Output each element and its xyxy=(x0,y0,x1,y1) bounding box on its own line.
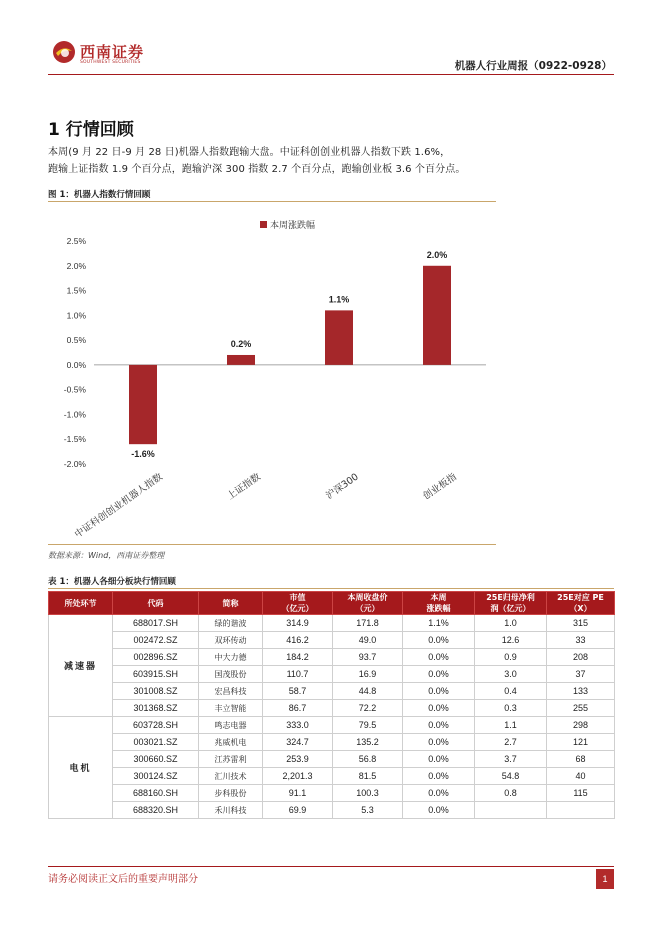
chg-cell: 0.0% xyxy=(403,802,475,819)
code-cell: 002896.SZ xyxy=(113,649,199,666)
header-weekly-change: 本周 涨跌幅 xyxy=(403,592,475,615)
y-tick-label: -0.5% xyxy=(63,384,86,395)
x-tick-label: 上证指数 xyxy=(225,471,263,503)
close-cell: 100.3 xyxy=(333,785,403,802)
code-cell: 603915.SH xyxy=(113,666,199,683)
figure-source: 数据来源：Wind，西南证券整理 xyxy=(48,551,165,560)
data-labels-group xyxy=(131,250,447,459)
chg-cell: 0.0% xyxy=(403,649,475,666)
header-market-cap: 市值 （亿元） xyxy=(263,592,333,615)
profit-cell: 2.7 xyxy=(475,734,547,751)
header-code: 代码 xyxy=(113,592,199,615)
y-tick-label: -1.0% xyxy=(63,409,86,420)
mcap-cell: 58.7 xyxy=(263,683,333,700)
chg-cell: 0.0% xyxy=(403,700,475,717)
close-cell: 72.2 xyxy=(333,700,403,717)
body-paragraph-line-1: 本周(9 月 22 日-9 月 28 日)机器人指数跑输大盘。中证科创创业机器人指数下跌 1.6%， xyxy=(48,147,451,158)
data-label: 2.0% xyxy=(426,249,448,260)
table-body xyxy=(49,615,615,819)
profit-cell: 0.9 xyxy=(475,649,547,666)
table-row xyxy=(49,802,615,819)
name-cell: 鸣志电器 xyxy=(199,717,263,734)
bars-group xyxy=(129,266,451,444)
pe-cell: 33 xyxy=(547,632,615,649)
mcap-cell: 314.9 xyxy=(263,615,333,632)
table-header-row xyxy=(49,592,615,615)
bar xyxy=(129,365,157,444)
profit-cell: 3.7 xyxy=(475,751,547,768)
pe-cell: 68 xyxy=(547,751,615,768)
profit-cell: 1.0 xyxy=(475,615,547,632)
mcap-cell: 86.7 xyxy=(263,700,333,717)
close-cell: 135.2 xyxy=(333,734,403,751)
pe-cell: 37 xyxy=(547,666,615,683)
header-pe: 25E对应 PE （X） xyxy=(547,592,615,615)
profit-cell: 54.8 xyxy=(475,768,547,785)
chg-cell: 0.0% xyxy=(403,683,475,700)
sector-table xyxy=(48,591,615,819)
data-label: 0.2% xyxy=(230,338,252,349)
name-cell: 步科股份 xyxy=(199,785,263,802)
close-cell: 93.7 xyxy=(333,649,403,666)
y-tick-label: -1.5% xyxy=(63,434,86,445)
name-cell: 双环传动 xyxy=(199,632,263,649)
y-tick-label: 2.5% xyxy=(66,236,86,246)
chg-cell: 0.0% xyxy=(403,751,475,768)
name-cell: 中大力德 xyxy=(199,649,263,666)
table-row xyxy=(49,751,615,768)
name-cell: 江苏雷利 xyxy=(199,751,263,768)
pe-cell: 133 xyxy=(547,683,615,700)
chg-cell: 0.0% xyxy=(403,632,475,649)
code-cell: 003021.SZ xyxy=(113,734,199,751)
profit-cell: 0.3 xyxy=(475,700,547,717)
y-tick-label: 0.0% xyxy=(66,359,86,370)
y-tick-label: -2.0% xyxy=(63,459,86,469)
mcap-cell: 2,201.3 xyxy=(263,768,333,785)
table-top-rule xyxy=(48,588,614,589)
profit-cell: 12.6 xyxy=(475,632,547,649)
name-cell: 汇川技术 xyxy=(199,768,263,785)
data-label: -1.6% xyxy=(131,449,155,460)
close-cell: 171.8 xyxy=(333,615,403,632)
code-cell: 300660.SZ xyxy=(113,751,199,768)
x-tick-label: 中证科创创业机器人指数 xyxy=(72,471,165,541)
y-tick-label: 2.0% xyxy=(66,260,86,271)
code-cell: 603728.SH xyxy=(113,717,199,734)
close-cell: 44.8 xyxy=(333,683,403,700)
header-segment: 所处环节 xyxy=(49,592,113,615)
close-cell: 79.5 xyxy=(333,717,403,734)
table-row xyxy=(49,615,615,632)
page-number: 1 xyxy=(596,869,614,889)
pe-cell: 121 xyxy=(547,734,615,751)
report-title: 机器人行业周报（0922-0928） xyxy=(454,60,612,72)
footer-divider xyxy=(48,866,614,867)
bar-chart xyxy=(48,203,496,543)
name-cell: 绿的谐波 xyxy=(199,615,263,632)
chg-cell: 0.0% xyxy=(403,734,475,751)
name-cell: 宏昌科技 xyxy=(199,683,263,700)
name-cell: 国茂股份 xyxy=(199,666,263,683)
bar xyxy=(325,310,353,365)
close-cell: 49.0 xyxy=(333,632,403,649)
figure-top-rule xyxy=(48,201,496,202)
profit-cell: 0.8 xyxy=(475,785,547,802)
pe-cell: 115 xyxy=(547,785,615,802)
header-name: 简称 xyxy=(199,592,263,615)
code-cell: 301368.SZ xyxy=(113,700,199,717)
pe-cell: 298 xyxy=(547,717,615,734)
mcap-cell: 184.2 xyxy=(263,649,333,666)
table-row xyxy=(49,768,615,785)
close-cell: 16.9 xyxy=(333,666,403,683)
table-row xyxy=(49,666,615,683)
y-tick-label: 1.0% xyxy=(66,310,86,321)
mcap-cell: 324.7 xyxy=(263,734,333,751)
chg-cell: 0.0% xyxy=(403,768,475,785)
mcap-cell: 416.2 xyxy=(263,632,333,649)
mcap-cell: 333.0 xyxy=(263,717,333,734)
name-cell: 禾川科技 xyxy=(199,802,263,819)
name-cell: 兆威机电 xyxy=(199,734,263,751)
mcap-cell: 110.7 xyxy=(263,666,333,683)
figure-bottom-rule xyxy=(48,544,496,545)
segment-cell: 减速器 xyxy=(49,615,113,717)
mcap-cell: 69.9 xyxy=(263,802,333,819)
table-row xyxy=(49,717,615,734)
table-row xyxy=(49,649,615,666)
body-paragraph-line-2: 跑输上证指数 1.9 个百分点，跑输沪深 300 指数 2.7 个百分点，跑输创业板 3.6 个百分点。 xyxy=(48,164,466,175)
chg-cell: 0.0% xyxy=(403,666,475,683)
segment-cell: 电机 xyxy=(49,717,113,819)
header-close-price: 本周收盘价 （元） xyxy=(333,592,403,615)
table-caption: 表 1：机器人各细分板块行情回顾 xyxy=(48,577,176,587)
code-cell: 688160.SH xyxy=(113,785,199,802)
y-axis xyxy=(64,236,87,469)
pe-cell: 255 xyxy=(547,700,615,717)
logo-subtext: SOUTHWEST SECURITIES xyxy=(80,60,141,65)
mcap-cell: 253.9 xyxy=(263,751,333,768)
x-axis-labels xyxy=(72,470,459,540)
pe-cell: 208 xyxy=(547,649,615,666)
y-tick-label: 0.5% xyxy=(66,335,86,346)
x-tick-label: 沪深300 xyxy=(323,471,361,502)
profit-cell: 3.0 xyxy=(475,666,547,683)
section-title: 1 行情回顾 xyxy=(48,120,134,140)
close-cell: 5.3 xyxy=(333,802,403,819)
table-row xyxy=(49,632,615,649)
logo-icon xyxy=(52,40,76,64)
data-label: 1.1% xyxy=(328,294,350,305)
code-cell: 002472.SZ xyxy=(113,632,199,649)
pe-cell: 40 xyxy=(547,768,615,785)
bar xyxy=(227,355,255,365)
code-cell: 300124.SZ xyxy=(113,768,199,785)
mcap-cell: 91.1 xyxy=(263,785,333,802)
chg-cell: 1.1% xyxy=(403,615,475,632)
code-cell: 301008.SZ xyxy=(113,683,199,700)
table-row xyxy=(49,785,615,802)
chart-legend xyxy=(260,219,315,230)
x-tick-label: 创业板指 xyxy=(421,471,459,503)
chg-cell: 0.0% xyxy=(403,717,475,734)
close-cell: 56.8 xyxy=(333,751,403,768)
chg-cell: 0.0% xyxy=(403,785,475,802)
bar xyxy=(423,266,451,365)
legend-label: 本周涨跌幅 xyxy=(270,220,316,230)
profit-cell: 1.1 xyxy=(475,717,547,734)
y-tick-label: 1.5% xyxy=(66,285,86,296)
legend-swatch xyxy=(260,221,267,228)
pe-cell: 315 xyxy=(547,615,615,632)
logo-text: 西南证券 xyxy=(80,43,145,61)
profit-cell xyxy=(475,802,547,819)
header-divider xyxy=(48,74,614,75)
code-cell: 688320.SH xyxy=(113,802,199,819)
close-cell: 81.5 xyxy=(333,768,403,785)
footer-disclaimer: 请务必阅读正文后的重要声明部分 xyxy=(48,874,198,885)
name-cell: 丰立智能 xyxy=(199,700,263,717)
header-net-profit: 25E归母净利 润（亿元） xyxy=(475,592,547,615)
table-row xyxy=(49,700,615,717)
table-row xyxy=(49,734,615,751)
profit-cell: 0.4 xyxy=(475,683,547,700)
code-cell: 688017.SH xyxy=(113,615,199,632)
table-row xyxy=(49,683,615,700)
pe-cell xyxy=(547,802,615,819)
figure-caption: 图 1：机器人指数行情回顾 xyxy=(48,190,151,200)
